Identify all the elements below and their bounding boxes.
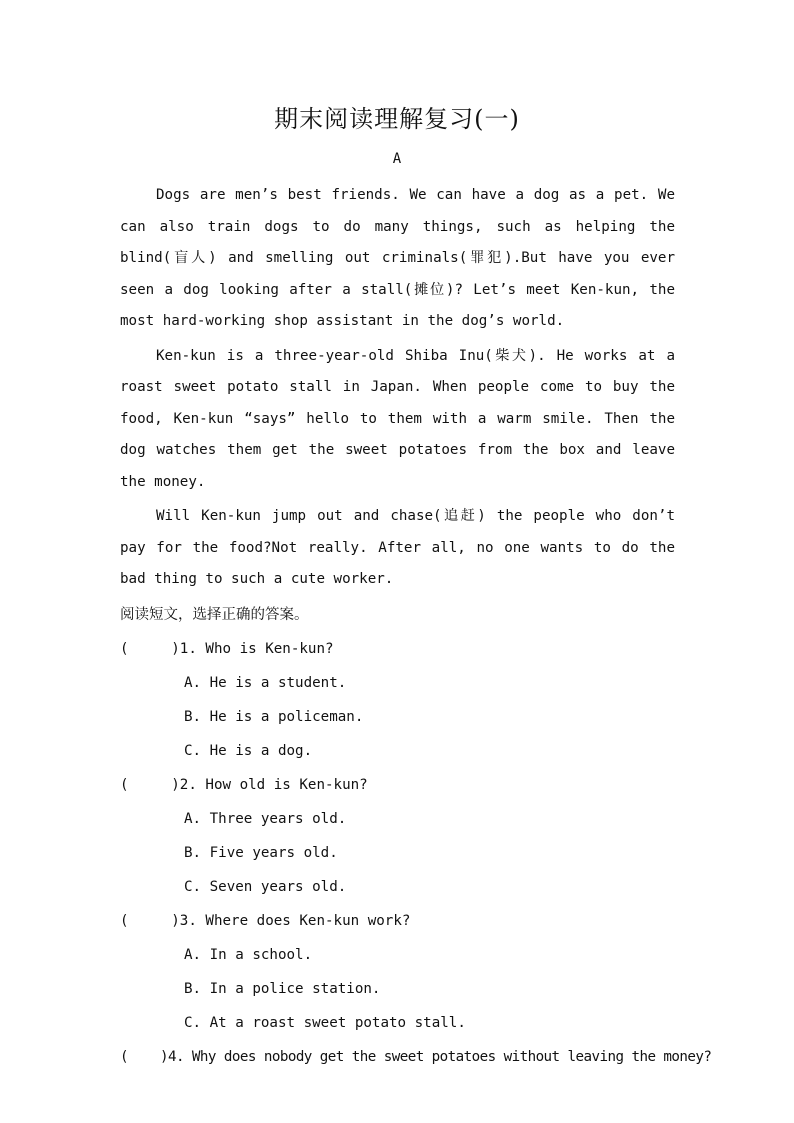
passage-paragraph-1: Dogs are men’s best friends. We can have a dog as a pet. We can also train dogs to do many things, such as helping the blind(盲人) and smelling out criminals(罪犯).But have you ever seen a dog looking after a stall(摊位)? Let’s meet Ken-kun, the most hard-working shop assistant in the dog’s world. [120, 187, 675, 329]
question-2 [120, 768, 675, 904]
passage-paragraph-3: Will Ken-kun jump out and chase(追赶) the people who don’t pay for the food?Not really. After all, no one wants to do the bad thing to such a cute worker. [120, 508, 675, 587]
option-list [120, 666, 675, 768]
passage-paragraph-2: Ken-kun is a three-year-old Shiba Inu(柴犬). He works at a roast sweet potato stall in Japan. When people come to buy the food, Ken-kun “says” hello to them with a warm smile. Then the dog watches them get the sweet potatoes from the box and leave the money. [120, 347, 675, 490]
worksheet-body [120, 180, 712, 1074]
question-text: 2. How old is Ken-kun? [179, 776, 368, 793]
answer-blank[interactable]: ( ) [120, 640, 180, 657]
answer-blank[interactable]: ( ) [120, 776, 180, 793]
option-c: C. At a roast sweet potato stall. [184, 1014, 466, 1031]
option-a: A. In a school. [184, 946, 313, 963]
option-list [120, 802, 675, 904]
option-a: A. Three years old. [184, 810, 347, 827]
question-text: 3. Where does Ken-kun work? [179, 912, 411, 929]
option-b: B. In a police station. [184, 980, 381, 997]
question-3 [120, 904, 675, 1040]
question-text: 1. Who is Ken-kun? [179, 640, 334, 657]
instruction-text: 阅读短文，选择正确的答案。 [120, 606, 309, 623]
answer-blank[interactable]: ( ) [120, 1048, 168, 1065]
question-line [120, 632, 675, 666]
question-text: 4. Why does nobody get the sweet potatoes without leaving the money? [167, 1048, 712, 1065]
page-title: 期末阅读理解复习(一) [274, 105, 520, 133]
question-line [120, 904, 675, 938]
option-b: B. Five years old. [184, 844, 338, 861]
option-list [120, 938, 675, 1040]
question-line [120, 768, 675, 802]
question-1 [120, 632, 675, 768]
option-c: C. Seven years old. [184, 878, 347, 895]
section-label: A [392, 151, 402, 167]
answer-blank[interactable]: ( ) [120, 912, 180, 929]
option-a: A. He is a student. [184, 674, 347, 691]
question-4 [120, 1040, 712, 1074]
option-b: B. He is a policeman. [184, 708, 364, 725]
option-c: C. He is a dog. [184, 742, 313, 759]
question-line [120, 1040, 712, 1074]
